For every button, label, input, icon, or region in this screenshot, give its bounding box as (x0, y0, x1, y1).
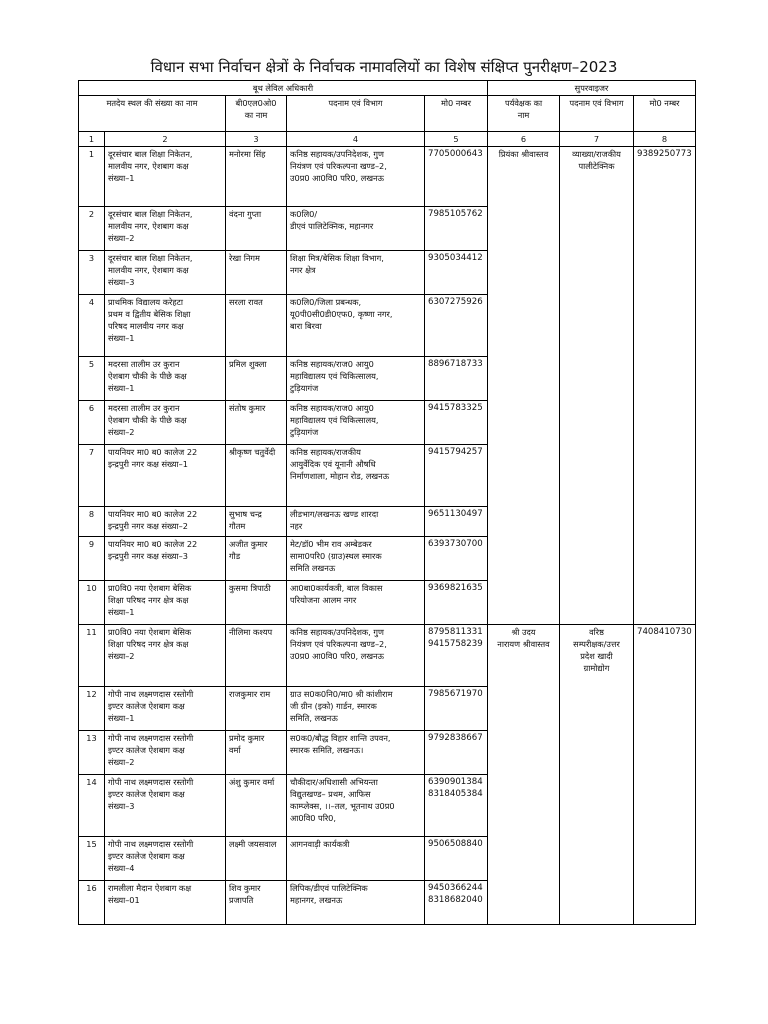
designation-cell-line: परियोजना आलम नगर (290, 595, 357, 605)
designation-cell-line: आयुर्वेदिक एवं यूनानी औषधि (290, 459, 376, 469)
mobile-cell (425, 295, 488, 357)
supervisor-designation-cell-line: प्रदेश खादी (580, 651, 613, 661)
booth-name-cell-line: प्रथम व द्वितीय बेसिक शिक्षा (108, 309, 191, 319)
mobile-cell-line: 8896718733 (428, 359, 483, 369)
booth-name-cell (105, 357, 226, 401)
booth-name-cell-line: प्रा0वि0 नया ऐशबाग बेसिक (108, 583, 192, 593)
serial-number-cell: 4 (79, 295, 105, 357)
designation-cell-line: ग्राउ स0क0नि0/मा0 श्री कांशीराम (290, 689, 393, 699)
supervisor-name-cell-line: श्री उदय (511, 627, 536, 637)
mobile-cell (425, 581, 488, 625)
booth-name-cell-line: दूरसंचार बाल शिक्षा निकेतन, (108, 253, 193, 263)
mobile-cell-line: 7985105762 (428, 209, 483, 219)
serial-number-cell: 13 (79, 731, 105, 775)
booth-name-cell (105, 731, 226, 775)
booth-name-cell-line: प्राथमिक विद्यालय करेहटा (108, 297, 184, 307)
blo-name-cell-line: गौड (229, 551, 241, 561)
blo-name-cell (226, 357, 287, 401)
booth-name-cell-line: संख्या–3 (108, 277, 135, 287)
blo-name-cell-line: प्रमिल शुक्ला (229, 359, 267, 369)
booth-name-cell (105, 251, 226, 295)
booth-name-cell (105, 537, 226, 581)
blo-name-cell-line: राजकुमार राम (229, 689, 271, 699)
designation-cell-line: समिति लखनऊ (290, 563, 336, 573)
booth-name-cell-line: संख्या–2 (108, 651, 135, 661)
serial-number-cell: 14 (79, 775, 105, 837)
mobile-cell-line: 6393730700 (428, 539, 483, 549)
designation-cell (287, 401, 425, 445)
serial-number-cell: 16 (79, 881, 105, 925)
booth-name-cell-line: संख्या–1 (108, 173, 135, 183)
blo-name-cell (226, 251, 287, 295)
supervisor-designation-cell-line: व्याख्या/राजकीय (572, 149, 621, 159)
booth-name-cell-line: संख्या–2 (108, 233, 135, 243)
mobile-cell (425, 207, 488, 251)
booth-name-cell-line: दूरसंचार बाल शिक्षा निकेतन, (108, 209, 193, 219)
mobile-cell (425, 687, 488, 731)
mobile-column-header: मो0 नम्बर (425, 96, 488, 132)
designation-cell-line: कनिष्ठ सहायक/राज0 आयु0 (290, 359, 374, 369)
mobile-cell (425, 625, 488, 687)
blo-name-cell-line: सरला रावत (229, 297, 263, 307)
designation-cell-line: यू0पी0सी0डी0एफ0, कृष्णा नगर, (290, 309, 393, 319)
designation-cell-line: जी ग्रीन (इको) गार्डन, स्मारक (290, 701, 377, 711)
column-number: 2 (105, 132, 226, 147)
blo-name-cell-line: श्रीकृष्ण चतुर्वेदी (229, 447, 276, 457)
table-body (79, 147, 696, 925)
booth-name-cell-line: गोपी नाथ लक्ष्मणदास रस्तोगी (108, 839, 194, 849)
designation-cell (287, 687, 425, 731)
designation-cell-line: आ0बा0कार्यकत्री, बाल विकास (290, 583, 383, 593)
mobile-cell-line: 9415794257 (428, 447, 483, 457)
blo-name-cell-line: प्रजापति (229, 895, 254, 905)
serial-number-cell: 15 (79, 837, 105, 881)
supervisor-designation-cell-line: सम्परीक्षक/उत्तर (573, 639, 620, 649)
serial-number-cell: 10 (79, 581, 105, 625)
serial-number-cell: 8 (79, 507, 105, 537)
mobile-cell-line: 8318405384 (428, 789, 483, 799)
booth-name-cell (105, 147, 226, 207)
supervisor-name-cell (488, 625, 560, 925)
booth-name-cell-line: परिषद मालवीय नगर कक्ष (108, 321, 184, 331)
blo-name-cell-line: सुभाष चन्द्र (229, 509, 262, 519)
booth-name-cell-line: पायनियर मा0 ब0 कालेज 22 (108, 539, 198, 549)
designation-cell (287, 295, 425, 357)
mobile-cell-line: 9506508840 (428, 839, 483, 849)
serial-number-cell: 7 (79, 445, 105, 507)
booth-name-cell (105, 581, 226, 625)
mobile-cell-line: 9792838667 (428, 733, 483, 743)
designation-cell-line: विद्युतखण्ड– प्रथम, आफिस (290, 789, 371, 799)
booth-name-cell-line: संख्या–2 (108, 427, 135, 437)
mobile-cell-line: 6307275926 (428, 297, 483, 307)
booth-name-cell (105, 687, 226, 731)
serial-number-cell: 5 (79, 357, 105, 401)
column-number: 7 (560, 132, 634, 147)
supervisor-mobile-cell: 7408410730 (634, 625, 696, 925)
booth-name-cell (105, 295, 226, 357)
designation-cell-line: आगनवाड़ी कार्यकत्री (290, 839, 350, 849)
designation-cell (287, 147, 425, 207)
mobile-cell-line: 9450366244 (428, 883, 483, 893)
blo-name-cell-line: अजीत कुमार (229, 539, 268, 549)
mobile-cell (425, 445, 488, 507)
designation-cell-line: आ0वि0 परि0, (290, 813, 336, 823)
booth-name-cell-line: गोपी नाथ लक्ष्मणदास रस्तोगी (108, 689, 194, 699)
serial-number-cell: 1 (79, 147, 105, 207)
booth-name-cell (105, 507, 226, 537)
mobile-cell-line: 8795811331 (428, 627, 483, 637)
booth-name-cell (105, 207, 226, 251)
designation-cell-line: लिपिक/डीएवं पालिटेक्निक (290, 883, 368, 893)
designation-cell-line: नहर (290, 521, 303, 531)
designation-cell-line: सामा0परि0 (ग्राउ)स्थल स्मारक (290, 551, 382, 561)
booth-name-cell (105, 445, 226, 507)
mobile-cell (425, 837, 488, 881)
booth-name-cell-line: मदरसा तालीम उर कुरान (108, 403, 180, 413)
mobile-cell-line: 8318682040 (428, 895, 483, 905)
mobile-cell-line: 9369821635 (428, 583, 483, 593)
blo-name-cell-line: मनोरमा सिंह (229, 149, 266, 159)
blo-name-cell (226, 775, 287, 837)
blo-name-cell (226, 731, 287, 775)
booth-name-cell-line: दूरसंचार बाल शिक्षा निकेतन, (108, 149, 193, 159)
booth-name-cell-line: शिक्षा परिषद नगर क्षेत्र कक्ष (108, 595, 189, 605)
designation-cell-line: काम्प्लेक्स, ।।–तल, भूतनाथ उ0प्र0 (290, 801, 395, 811)
mobile-cell (425, 507, 488, 537)
column-number: 3 (226, 132, 287, 147)
mobile-cell (425, 401, 488, 445)
designation-cell (287, 581, 425, 625)
blo-name-cell (226, 445, 287, 507)
page-title: विधान सभा निर्वाचन क्षेत्रों के निर्वाचक नामावलियों का विशेष संक्षिप्त पुनरीक्षण–2023 (150, 58, 618, 76)
mobile-cell-line: 6390901384 (428, 777, 483, 787)
booth-name-cell-line: संख्या–4 (108, 863, 135, 873)
booth-name-cell (105, 837, 226, 881)
booth-name-cell-line: संख्या–1 (108, 383, 135, 393)
designation-cell-line: उ0प्र0 आ0वि0 परि0, लखनऊ (290, 173, 384, 183)
booth-name-cell-line: ऐशबाग चौकी के पीछे कक्ष (108, 415, 187, 425)
booth-name-cell-line: गोपी नाथ लक्ष्मणदास रस्तोगी (108, 733, 194, 743)
designation-cell-line: क0लि0/जिला प्रबन्धक, (290, 297, 362, 307)
blo-name-cell-line: शिव कुमार (229, 883, 261, 893)
designation-cell-line: उ0प्र0 आ0वि0 परि0, लखनऊ (290, 651, 384, 661)
designation-cell-line: महाविद्यालय एवं चिकित्सालय, (290, 371, 379, 381)
supervisor-designation-cell-line: वरिष्ठ (589, 627, 604, 637)
designation-cell-line: महानगर, लखनऊ (290, 895, 343, 905)
blo-name-cell (226, 837, 287, 881)
serial-number-cell: 6 (79, 401, 105, 445)
blo-name-cell-line: नीलिमा कश्यप (229, 627, 273, 637)
booth-name-cell (105, 625, 226, 687)
booth-name-cell-line: इण्टर कालेज ऐशबाग कक्ष (108, 789, 185, 799)
booth-name-cell (105, 881, 226, 925)
booth-name-cell (105, 775, 226, 837)
booth-name-cell-line: मालवीय नगर, ऐशबाग कक्ष (108, 221, 189, 231)
booth-name-cell-line: इण्टर कालेज ऐशबाग कक्ष (108, 701, 185, 711)
mobile-cell (425, 147, 488, 207)
mobile-cell (425, 881, 488, 925)
booth-name-cell-line: प्रा0वि0 नया ऐशबाग बेसिक (108, 627, 192, 637)
designation-cell-line: शिक्षा मित्र/बेसिक शिक्षा विभाग, (290, 253, 384, 263)
blo-name-cell (226, 147, 287, 207)
booth-name-cell-line: इण्टर कालेज ऐशबाग कक्ष (108, 745, 185, 755)
designation-cell (287, 537, 425, 581)
column-header-row (79, 96, 696, 132)
designation-cell-line: डीएवं पालिटेक्निक, महानगर (290, 221, 374, 231)
designation-cell-line: कनिष्ठ सहायक/उपनिदेशक, गुण (290, 627, 384, 637)
blo-name-cell (226, 537, 287, 581)
blo-name-cell (226, 581, 287, 625)
designation-cell-line: नियंत्रण एवं परिकल्पना खण्ड–2, (290, 639, 387, 649)
blo-name-cell (226, 687, 287, 731)
column-number: 4 (287, 132, 425, 147)
blo-name-cell (226, 401, 287, 445)
supervisor-designation-cell (560, 147, 634, 625)
mobile-cell-line: 9651130497 (428, 509, 483, 519)
designation-cell-line: टुड़ियागंज (290, 383, 319, 393)
booth-name-cell-line: इन्द्रपुरी नगर कक्ष संख्या–3 (108, 551, 188, 561)
serial-number-cell: 2 (79, 207, 105, 251)
designation-cell (287, 731, 425, 775)
mobile-cell-line: 7985671970 (428, 689, 483, 699)
booth-name-cell-line: इन्द्रपुरी नगर कक्ष संख्या–1 (108, 459, 188, 469)
booth-name-cell-line: गोपी नाथ लक्ष्मणदास रस्तोगी (108, 777, 194, 787)
booth-name-cell-line: शिक्षा परिषद नगर क्षेत्र कक्ष (108, 639, 189, 649)
designation-column-header: पदनाम एवं विभाग (287, 96, 425, 132)
blo-group-header: बूथ लेविल अधिकारी (79, 81, 488, 96)
designation-cell (287, 625, 425, 687)
booth-name-cell-line: संख्या–1 (108, 713, 135, 723)
designation-cell (287, 837, 425, 881)
booth-name-cell-line: संख्या–1 (108, 607, 135, 617)
mobile-cell (425, 251, 488, 295)
booth-name-cell-line: संख्या–3 (108, 801, 135, 811)
column-number-row (79, 132, 696, 147)
group-header-row (79, 81, 696, 96)
designation-cell-line: कनिष्ठ सहायक/राज0 आयु0 (290, 403, 374, 413)
booth-name-cell-line: पायनियर मा0 ब0 कालेज 22 (108, 509, 198, 519)
blo-name-cell (226, 881, 287, 925)
designation-cell-line: चौकीदार/अधिशासी अभियन्ता (290, 777, 378, 787)
table-row (79, 625, 696, 687)
supervisor-designation-cell (560, 625, 634, 925)
blo-name-cell-line: लक्ष्मी जयसवाल (229, 839, 277, 849)
serial-number-cell: 3 (79, 251, 105, 295)
blo-table (78, 80, 696, 925)
supervisor-group-header: सुपरवाइजर (488, 81, 696, 96)
booth-name-cell-line: संख्या–01 (108, 895, 140, 905)
booth-column-header: मतदेय स्थल की संख्या का नाम (79, 96, 226, 132)
mobile-cell (425, 357, 488, 401)
designation-cell-line: बारा बिरवा (290, 321, 322, 331)
table-row (79, 147, 696, 207)
designation-cell (287, 207, 425, 251)
designation-cell (287, 881, 425, 925)
column-number: 5 (425, 132, 488, 147)
mobile-cell (425, 537, 488, 581)
serial-number-cell: 11 (79, 625, 105, 687)
booth-name-cell-line: पायनियर मा0 ब0 कालेज 22 (108, 447, 198, 457)
supervisor-name-cell (488, 147, 560, 625)
designation-cell-line: निर्माणशाला, मोहान रोड, लखनऊ (290, 471, 390, 481)
booth-name-cell-line: मदरसा तालीम उर कुरान (108, 359, 180, 369)
booth-name-cell-line: संख्या–2 (108, 757, 135, 767)
booth-name-cell-line: इण्टर कालेज ऐशबाग कक्ष (108, 851, 185, 861)
sup-mobile-column-header: मो0 नम्बर (634, 96, 696, 132)
supervisor-designation-cell-line: पालीटेक्निक (578, 161, 615, 171)
sup-designation-column-header: पदनाम एवं विभाग (560, 96, 634, 132)
mobile-cell (425, 731, 488, 775)
blo-name-cell-line: रेखा निगम (229, 253, 260, 263)
booth-name-cell-line: इन्द्रपुरी नगर कक्ष संख्या–2 (108, 521, 188, 531)
designation-cell (287, 507, 425, 537)
designation-cell-line: नियंत्रण एवं परिकल्पना खण्ड–2, (290, 161, 387, 171)
mobile-cell-line: 9305034412 (428, 253, 483, 263)
designation-cell (287, 251, 425, 295)
supervisor-name-cell-line: नारायण श्रीवास्तव (497, 639, 550, 649)
column-number: 6 (488, 132, 560, 147)
blo-name-cell (226, 207, 287, 251)
mobile-cell (425, 775, 488, 837)
serial-number-cell: 9 (79, 537, 105, 581)
designation-cell-line: नगर क्षेत्र (290, 265, 316, 275)
blo-name-cell (226, 295, 287, 357)
booth-name-cell (105, 401, 226, 445)
blo-name-cell-line: वंदना गुप्ता (229, 209, 262, 219)
blo-name-cell (226, 507, 287, 537)
designation-cell-line: लीडभाग/लखनऊ खण्ड शारदा (290, 509, 379, 519)
designation-cell-line: मेट/डॉ0 भीम राव अम्बेडकर (290, 539, 372, 549)
designation-cell-line: स्मारक समिति, लखनऊ। (290, 745, 364, 755)
blo-name-cell-line: कुसमा त्रिपाठी (229, 583, 271, 593)
supervisor-mobile-cell: 9389250773 (634, 147, 696, 625)
designation-cell (287, 357, 425, 401)
mobile-cell-line: 9415758239 (428, 639, 483, 649)
designation-cell-line: टुड़ियागंज (290, 427, 319, 437)
blo-name-cell-line: प्रमोद कुमार (229, 733, 265, 743)
blo-name-cell-line: अंशु कुमार वर्मा (229, 777, 275, 787)
designation-cell-line: समिति, लखनऊ (290, 713, 338, 723)
designation-cell-line: कनिष्ठ सहायक/उपनिदेशक, गुण (290, 149, 384, 159)
column-number: 1 (79, 132, 105, 147)
booth-name-cell-line: मालवीय नगर, ऐशबाग कक्ष (108, 265, 189, 275)
booth-name-cell-line: रामलीला मैदान ऐशबाग कक्ष (108, 883, 192, 893)
booth-name-cell-line: ऐशबाग चौकी के पीछे कक्ष (108, 371, 187, 381)
designation-cell-line: महाविद्यालय एवं चिकित्सालय, (290, 415, 379, 425)
blo-name-column-header: बी0एल0ओ0 का नाम (226, 96, 287, 132)
supervisor-column-header: पर्यवेक्षक का नाम (488, 96, 560, 132)
designation-cell-line: क0लि0/ (290, 209, 318, 219)
blo-name-cell-line: वर्मा (229, 745, 241, 755)
blo-name-cell-line: गौतम (229, 521, 246, 531)
designation-cell-line: स0क0/बौद्ध विहार शान्ति उपवन, (290, 733, 391, 743)
blo-name-cell (226, 625, 287, 687)
designation-cell (287, 775, 425, 837)
serial-number-cell: 12 (79, 687, 105, 731)
supervisor-name-cell-line: प्रियंका श्रीवास्तव (498, 149, 549, 159)
booth-name-cell-line: संख्या–1 (108, 333, 135, 343)
booth-name-cell-line: मालवीय नगर, ऐशबाग कक्ष (108, 161, 189, 171)
supervisor-designation-cell-line: ग्रामोद्योग (583, 663, 610, 673)
designation-cell (287, 445, 425, 507)
mobile-cell-line: 7705000643 (428, 149, 483, 159)
designation-cell-line: कनिष्ठ सहायक/राजकीय (290, 447, 361, 457)
column-number: 8 (634, 132, 696, 147)
mobile-cell-line: 9415783325 (428, 403, 483, 413)
blo-name-cell-line: संतोष कुमार (229, 403, 266, 413)
